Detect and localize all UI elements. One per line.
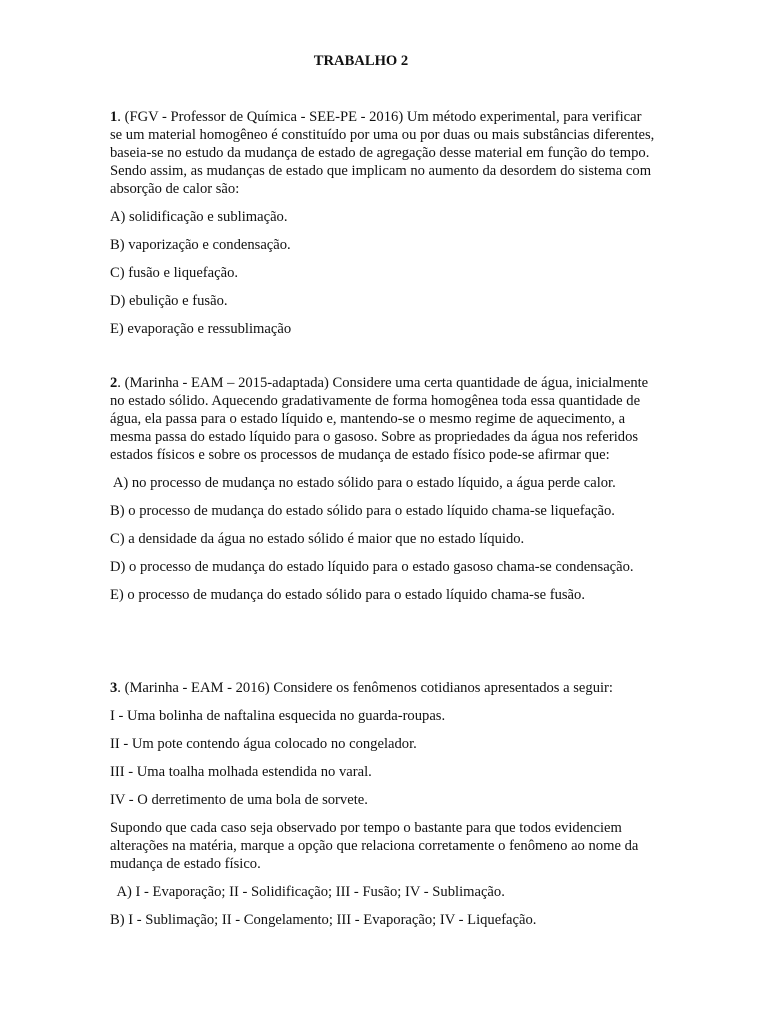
- list-item: IV - O derretimento de uma bola de sorvete.: [110, 792, 368, 808]
- option-d: D) ebulição e fusão.: [110, 293, 228, 309]
- question-text: . (Marinha - EAM – 2015-adaptada) Considere uma certa quantidade de água, inicialmente no estado sólido. Aquecendo gradativamente de forma homogênea toda essa quantidade de água, ela passa para o estado líquido e, mantendo-se o mesmo regime de aquecimento, a mesma passa do estado líquido para o gasoso. Sobre as propriedades da água nos referidos estados físicos e sobre os processos de mudança de estado físico pode-se afirmar que:: [110, 375, 649, 463]
- option-e: E) o processo de mudança do estado sólido para o estado líquido chama-se fusão.: [110, 587, 585, 603]
- question-text: . (FGV - Professor de Química - SEE-PE - 2016) Um método experimental, para verificar se um material homogêneo é constituído por uma ou por duas ou mais substâncias diferentes, baseia-se no estudo da mudança de estado de agregação desse material em função do tempo. Sendo assim, as mudanças de estado que implicam no aumento da desordem do sistema com absorção de calor são:: [110, 109, 655, 197]
- option-e: E) evaporação e ressublimação: [110, 321, 292, 337]
- option-b: B) I - Sublimação; II - Congelamento; III - Evaporação; IV - Liquefação.: [110, 912, 537, 928]
- question-followup: Supondo que cada caso seja observado por tempo o bastante para que todos evidenciem alterações na matéria, marque a opção que relaciona corretamente o fenômeno ao nome da mudança de estado físico.: [110, 820, 639, 872]
- question-statement: [110, 108, 656, 198]
- option-d: D) o processo de mudança do estado líquido para o estado gasoso chama-se condensação.: [110, 559, 634, 575]
- option-a: A) I - Evaporação; II - Solidificação; III - Fusão; IV - Sublimação.: [110, 884, 505, 900]
- question-statement: [110, 679, 656, 697]
- question-number: 1: [110, 109, 118, 125]
- page-title: TRABALHO 2: [313, 53, 409, 69]
- question-number: 2: [110, 375, 118, 391]
- question-statement: [110, 374, 656, 464]
- question-2: [110, 374, 656, 614]
- question-text: . (Marinha - EAM - 2016) Considere os fenômenos cotidianos apresentados a seguir:: [117, 680, 613, 696]
- list-item: I - Uma bolinha de naftalina esquecida no guarda-roupas.: [110, 708, 446, 724]
- list-item: II - Um pote contendo água colocado no congelador.: [110, 736, 417, 752]
- list-item: III - Uma toalha molhada estendida no varal.: [110, 764, 372, 780]
- option-c: C) a densidade da água no estado sólido é maior que no estado líquido.: [110, 531, 525, 547]
- option-a: A) no processo de mudança no estado sólido para o estado líquido, a água perde calor.: [110, 475, 616, 491]
- option-b: B) o processo de mudança do estado sólido para o estado líquido chama-se liquefação.: [110, 503, 615, 519]
- question-number: 3: [110, 680, 118, 696]
- option-a: A) solidificação e sublimação.: [110, 209, 288, 225]
- question-1: [110, 108, 656, 348]
- option-c: C) fusão e liquefação.: [110, 265, 239, 281]
- option-b: B) vaporização e condensação.: [110, 237, 291, 253]
- question-3: [110, 679, 656, 939]
